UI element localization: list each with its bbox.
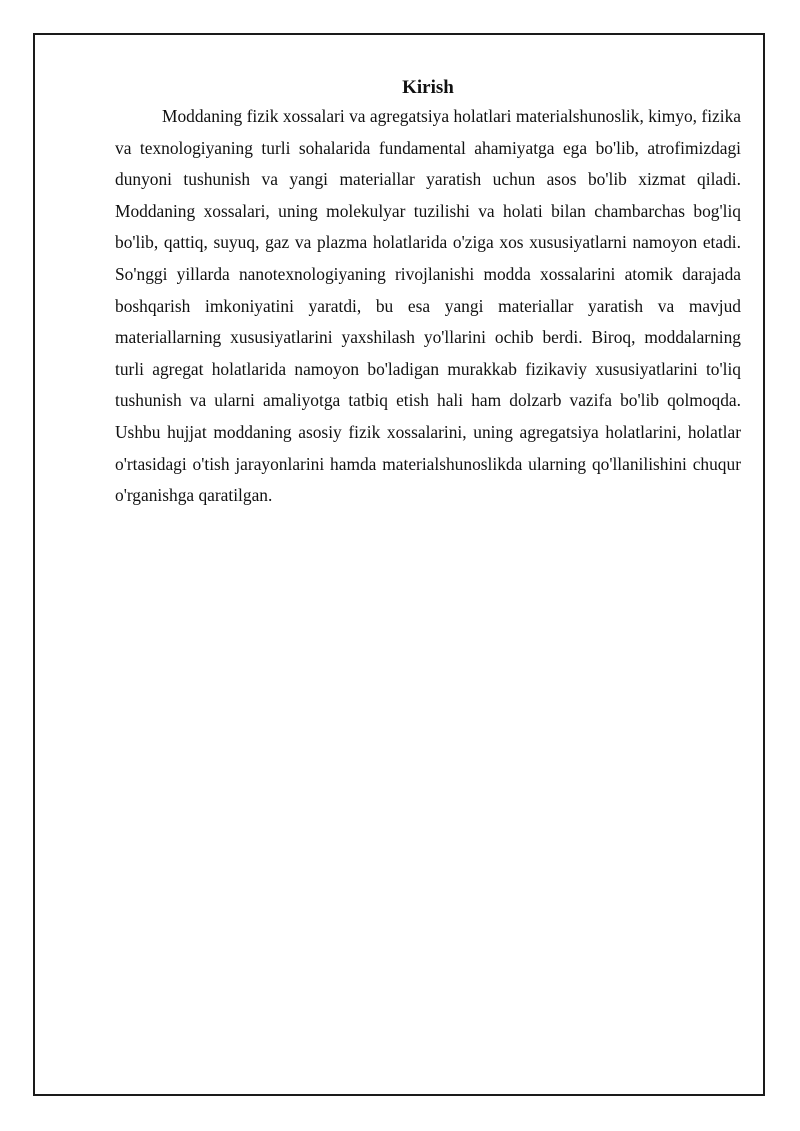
intro-paragraph: Moddaning fizik xossalari va agregatsiya holatlari materialshunoslik, kimyo, fizika va texnologiyaning turli sohalarida fundamental ahamiyatga ega bo'lib, atrofimizdagi dunyoni tushunish va yangi materiallar yaratish uchun asos bo'lib xizmat qiladi. Moddaning xossalari, uning molekulyar tuzilishi va holati bilan chambarchas bog'liq bo'lib, qattiq, suyuq, gaz va plazma holatlarida o'ziga xos xususiyatlarni namoyon etadi. So'nggi yillarda nanotexnologiyaning rivojlanishi modda xossalarini atomik darajada boshqarish imkoniyatini yaratdi, bu esa yangi materiallar yaratish va mavjud materiallarning xususiyatlarini yaxshilash yo'llarini ochib berdi. Biroq, moddalarning turli agregat holatlarida namoyon bo'ladigan murakkab fizikaviy xususiyatlarini to'liq tushunish va ularni amaliyotga tatbiq etish hali ham dolzarb vazifa bo'lib qolmoqda. Ushbu hujjat moddaning asosiy fizik xossalarini, uning agregatsiya holatlarini, holatlar o'rtasidagi o'tish jarayonlarini hamda materialshunoslikda ularning qo'llanilishini chuqur o'rganishga qaratilgan. <box>115 106 741 506</box>
document-body <box>115 75 741 512</box>
document-title: Kirish <box>402 77 454 98</box>
